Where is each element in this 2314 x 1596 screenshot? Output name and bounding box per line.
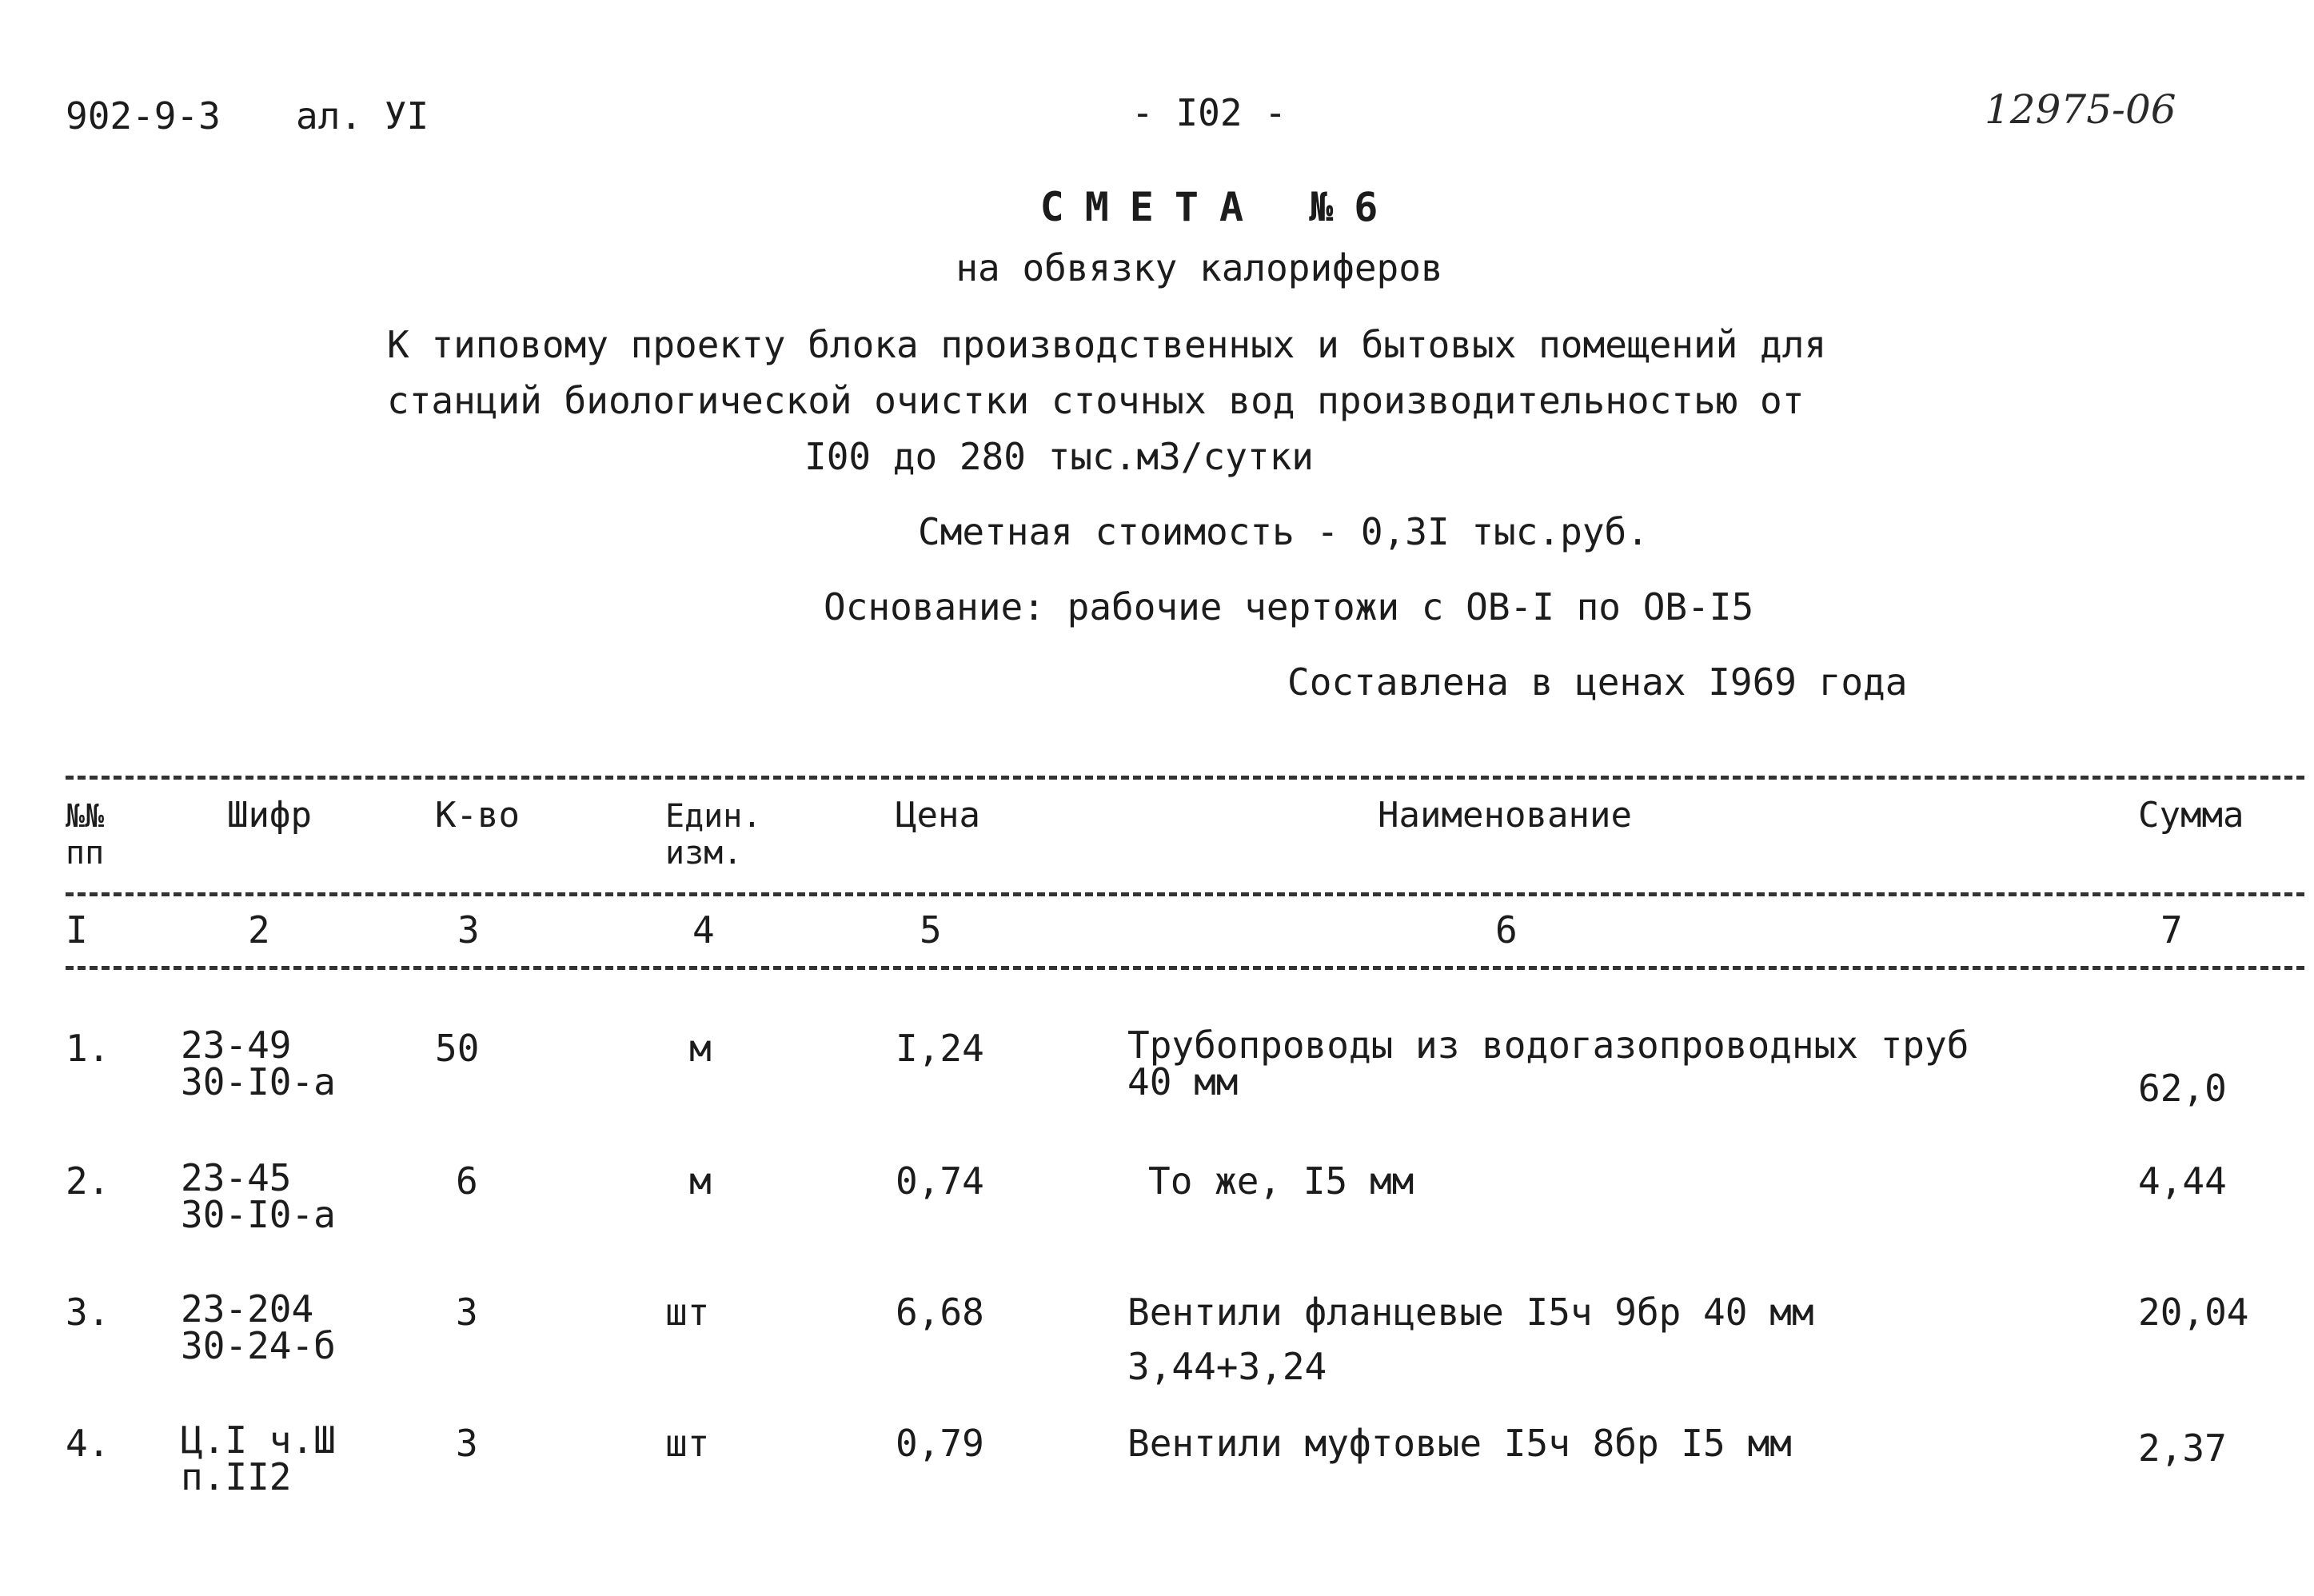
- row-2-unit: м: [689, 1159, 712, 1203]
- table-column-numbers-rule: [66, 966, 2304, 970]
- row-4-unit: шт: [665, 1422, 710, 1465]
- header-quantity: К-во: [435, 795, 520, 836]
- column-number-3: 3: [457, 908, 480, 952]
- row-1-code: 23-49 30-I0-а: [181, 1023, 336, 1103]
- table-top-rule: [66, 776, 2304, 780]
- header-unit: Един. изм.: [665, 798, 762, 872]
- row-3-name-note: 3,44+3,24: [1127, 1345, 1327, 1388]
- row-2-number: 2.: [66, 1159, 110, 1203]
- row-1-sum: 62,0: [2138, 1067, 2227, 1110]
- album-number: ал. УI: [296, 94, 429, 138]
- row-1-price: I,24: [896, 1027, 984, 1070]
- row-4-price: 0,79: [896, 1422, 984, 1465]
- page-number: - I02 -: [1131, 91, 1287, 134]
- header-name: Наименование: [1378, 795, 1632, 836]
- column-number-4: 4: [692, 908, 715, 952]
- price-level: Составлена в ценах I969 года: [1287, 660, 1908, 704]
- table-header-rule: [66, 892, 2304, 896]
- row-3-quantity: 3: [456, 1291, 478, 1334]
- column-number-2: 2: [248, 908, 270, 952]
- header-sum: Сумма: [2138, 795, 2244, 836]
- row-4-number: 4.: [66, 1422, 110, 1465]
- header-price: Цена: [896, 795, 980, 836]
- row-4-code: Ц.I ч.Ш п.II2: [181, 1418, 336, 1498]
- project-description-line-1: К типовому проекту блока производственных и бытовых помещений для: [387, 323, 1827, 366]
- header-row-number: №№ пп: [66, 798, 105, 872]
- row-3-name: Вентили фланцевые I5ч 9бр 40 мм: [1127, 1291, 1814, 1334]
- row-1-name: Трубопроводы из водогазопроводных труб 40 мм: [1127, 1023, 1969, 1103]
- row-1-quantity: 50: [435, 1027, 480, 1070]
- header-code: Шифр: [227, 795, 312, 836]
- row-2-sum: 4,44: [2138, 1159, 2227, 1203]
- document-subtitle: на обвязку калориферов: [956, 246, 1443, 289]
- project-description-line-2: станций биологической очистки сточных вод производительностью от: [387, 379, 1805, 422]
- project-description-line-3: I00 до 280 тыс.м3/сутки: [804, 435, 1314, 478]
- estimated-cost: Сметная стоимость - 0,3I тыс.руб.: [918, 510, 1649, 553]
- column-number-1: I: [66, 908, 88, 952]
- row-4-quantity: 3: [456, 1422, 478, 1465]
- column-number-6: 6: [1495, 908, 1518, 952]
- row-4-name: Вентили муфтовые I5ч 8бр I5 мм: [1127, 1422, 1792, 1465]
- row-4-sum: 2,37: [2138, 1426, 2227, 1470]
- row-2-name: То же, I5 мм: [1148, 1159, 1414, 1203]
- document-code: 902-9-3: [66, 94, 221, 138]
- row-3-code: 23-204 30-24-б: [181, 1287, 336, 1367]
- column-number-5: 5: [920, 908, 942, 952]
- estimate-basis: Основание: рабочие чертожи с ОВ-I по ОВ-I5: [824, 585, 1754, 628]
- row-3-price: 6,68: [896, 1291, 984, 1334]
- row-3-sum: 20,04: [2138, 1291, 2249, 1334]
- row-2-quantity: 6: [456, 1159, 478, 1203]
- document-title: СМЕТА №6: [1039, 184, 1399, 230]
- row-3-number: 3.: [66, 1291, 110, 1334]
- row-3-unit: шт: [665, 1291, 710, 1334]
- row-2-code: 23-45 30-I0-а: [181, 1156, 336, 1236]
- handwritten-number: 12975-06: [1985, 86, 2176, 133]
- row-1-number: 1.: [66, 1027, 110, 1070]
- row-1-unit: м: [689, 1027, 712, 1070]
- row-2-price: 0,74: [896, 1159, 984, 1203]
- column-number-7: 7: [2160, 908, 2183, 952]
